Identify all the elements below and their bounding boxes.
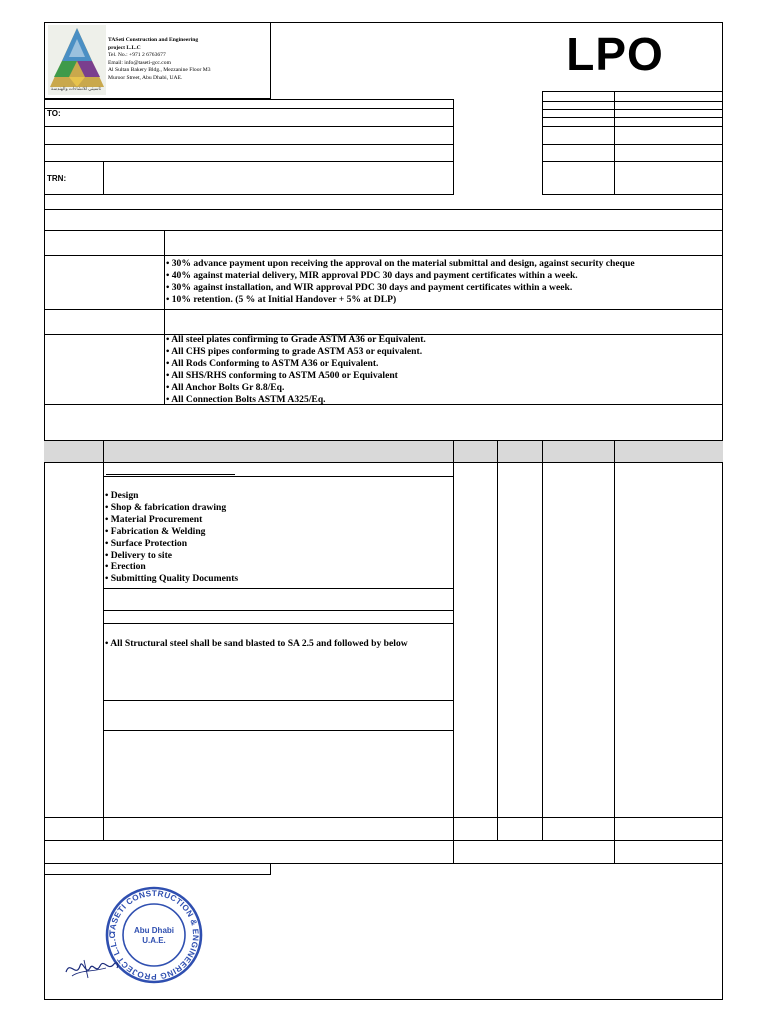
company-address-line-2: Muroor Street, Abu Dhabi, UAE. — [108, 74, 183, 81]
vendor-line — [44, 161, 454, 162]
section-line — [44, 255, 723, 256]
reference-line — [542, 144, 723, 145]
description-line — [103, 700, 453, 701]
company-address-line-1: Al Sultan Bakery Bldg., Mezzanine Floor M3 — [108, 67, 211, 74]
reference-line — [542, 117, 723, 118]
scope-item: • Surface Protection — [105, 537, 188, 549]
stamp-country: U.A.E. — [142, 936, 166, 945]
items-column-divider — [542, 440, 543, 840]
payment-term: • 30% advance payment upon receiving the approval on the material submittal and design, against security cheque — [166, 258, 635, 269]
section-line — [44, 230, 723, 231]
material-spec: • All Anchor Bolts Gr 8.8/Eq. — [166, 381, 285, 393]
material-spec: • All SHS/RHS conforming to ASTM A500 or Equivalent — [166, 369, 398, 381]
material-spec: • All Rods Conforming to ASTM A36 or Equivalent. — [166, 357, 379, 369]
items-total-line — [44, 817, 723, 818]
material-specs — [166, 334, 426, 405]
signature — [62, 950, 122, 984]
description-line — [103, 588, 453, 589]
description-line — [103, 476, 453, 477]
description-line — [103, 610, 453, 611]
company-name-line-2: project L.L.C — [108, 44, 141, 51]
scope-item: • Fabrication & Welding — [105, 525, 206, 537]
payment-terms — [166, 258, 635, 306]
payment-term: • 30% against installation, and WIR approval PDC 30 days and payment certificates within a week. — [166, 281, 573, 293]
description-line — [103, 730, 453, 731]
section-line — [44, 209, 723, 210]
painting-note: • All Structural steel shall be sand blasted to SA 2.5 and followed by below — [105, 638, 408, 649]
vendor-line — [44, 108, 454, 109]
company-arabic-name: تاسيتي للانشاءات والهندسة — [50, 86, 102, 91]
company-tel: Tel. No.: +971 2 6763677 — [108, 52, 166, 59]
terms-label-divider — [164, 230, 165, 404]
scope-item: • Delivery to site — [105, 549, 173, 561]
payment-term: • 40% against material delivery, MIR approval PDC 30 days and payment certificates within a week. — [166, 269, 578, 281]
to-label: TO: — [47, 109, 61, 118]
scope-item: • Shop & fabrication drawing — [105, 501, 227, 513]
scope-of-work-list — [105, 490, 238, 585]
description-underline — [106, 474, 235, 475]
trn-label: TRN: — [47, 174, 67, 183]
document-title: LPO — [566, 28, 664, 80]
items-column-divider — [497, 440, 498, 840]
description-line — [103, 623, 453, 624]
stamp-ring-text: TASETI CONSTRUCTION & ENGINEERING PROJECT L.L.C — [107, 888, 201, 982]
material-spec: • All Connection Bolts ASTM A325/Eq. — [166, 393, 326, 405]
vendor-divider — [103, 161, 104, 195]
reference-line — [542, 101, 723, 102]
company-email: Email: info@taseti-gcc.com — [108, 59, 171, 66]
section-line — [44, 309, 723, 310]
vendor-line — [44, 126, 454, 127]
company-name-line-1: TASeti Construction and Engineering — [108, 37, 199, 43]
company-details — [108, 37, 268, 83]
items-column-divider — [614, 440, 615, 863]
vendor-block — [44, 99, 454, 195]
reference-line — [542, 161, 723, 162]
reference-block — [542, 91, 723, 195]
vendor-line — [44, 144, 454, 145]
payment-term: • 10% retention. (5 % at Initial Handover + 5% at DLP) — [166, 293, 397, 305]
stamp-city: Abu Dhabi — [134, 926, 174, 935]
scope-item: • Design — [105, 490, 139, 501]
items-column-divider — [103, 440, 104, 840]
scope-item: • Submitting Quality Documents — [105, 573, 239, 585]
reference-line — [542, 109, 723, 110]
reference-divider — [614, 91, 615, 195]
scope-item: • Erection — [105, 561, 146, 573]
company-logo — [48, 25, 106, 95]
items-column-divider — [453, 440, 454, 863]
scope-item: • Material Procurement — [105, 513, 203, 525]
material-spec: • All steel plates confirming to Grade ASTM A36 or Equivalent. — [166, 334, 426, 345]
items-table-header — [44, 440, 723, 463]
material-spec: • All CHS pipes conforming to grade ASTM A53 or equivalent. — [166, 345, 423, 357]
reference-line — [542, 126, 723, 127]
signature-label-box — [44, 863, 271, 875]
items-total-line — [44, 840, 723, 841]
